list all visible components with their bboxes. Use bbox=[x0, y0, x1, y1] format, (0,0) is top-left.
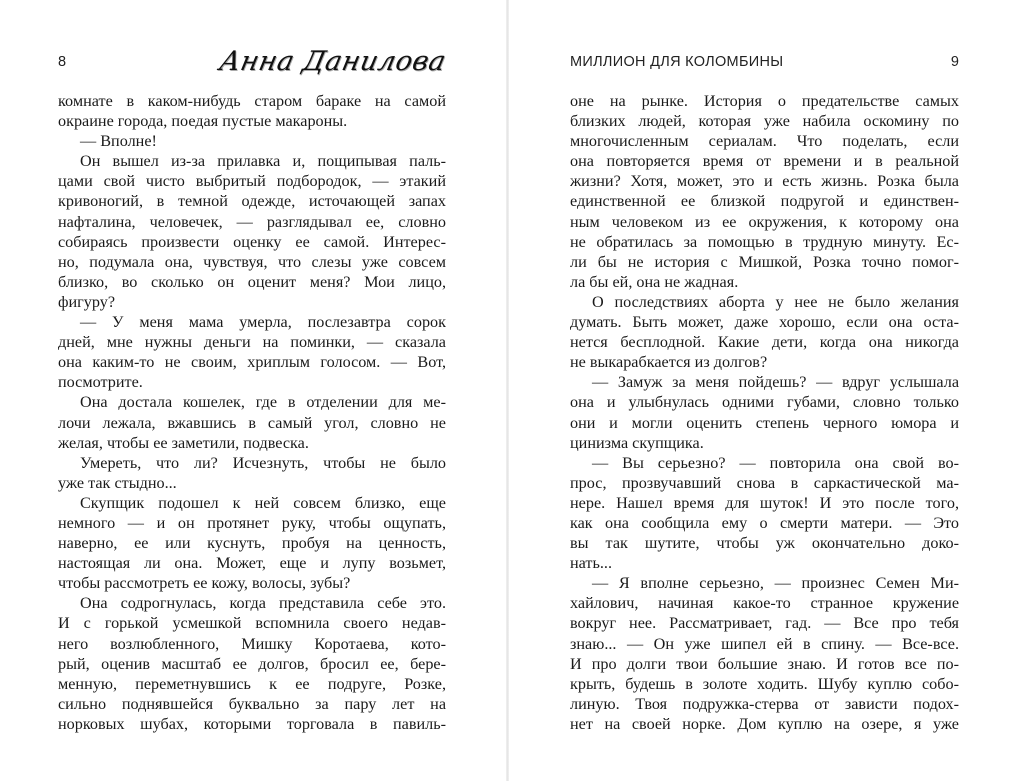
text-line: близких людей, которая уже набила оскомину по bbox=[570, 112, 959, 131]
text-line: менную, переметнувшись к ее подруге, Розке, bbox=[58, 674, 446, 693]
text-line: ли бы не история с Мишкой, Розка точно помог- bbox=[570, 252, 959, 271]
text-line: кривоногий, в темной одежде, источающей запах bbox=[58, 192, 446, 211]
text-line: собираясь произвести оценку ее самой. Интерес- bbox=[58, 232, 446, 251]
text-line: лочи лежала, вжавшись в самый угол, словно не bbox=[58, 413, 446, 432]
text-line: не обратилась за помощью в трудную минуту. Ес- bbox=[570, 232, 959, 251]
right-page-number: 9 bbox=[950, 54, 959, 70]
text-line: ла бы ей, она не жадная. bbox=[570, 272, 739, 291]
text-line: прос, прозвучавший снова в саркастической ма- bbox=[570, 473, 959, 492]
left-page-header bbox=[58, 46, 450, 77]
text-line: него возлюбленного, Мишку Коротаева, кото- bbox=[58, 634, 446, 653]
text-line: фигуру? bbox=[58, 292, 116, 311]
text-line: О последствиях аборта у нее не было желания bbox=[592, 292, 959, 311]
text-line: хайлович, начиная какое-то странное кружение bbox=[570, 594, 959, 613]
text-line: нет на своей норке. Дом куплю на озере, я уже bbox=[570, 714, 959, 733]
text-line: не выкарабкается из долгов? bbox=[570, 353, 768, 372]
text-line: Она содрогнулась, когда представила себе это. bbox=[80, 594, 446, 613]
text-line: нется бесплодной. Какие дети, когда она никогда bbox=[570, 333, 959, 352]
text-line: — Замуж за меня пойдешь? — вдруг услышала bbox=[592, 373, 959, 392]
right-page-body-text bbox=[570, 91, 959, 734]
right-page bbox=[508, 0, 1015, 781]
text-line: уже так стыдно... bbox=[58, 473, 177, 492]
left-page bbox=[0, 0, 507, 781]
text-line: наверно, ее или куснуть, пробуя на ценность, bbox=[58, 534, 446, 553]
text-line: нере. Нашел время для шуток! И это после того, bbox=[570, 493, 959, 512]
text-line: настоящая ли она. Может, еще и лупу возьмет, bbox=[58, 554, 446, 573]
text-line: вы так шутите, чтобы уж окончательно доко- bbox=[570, 534, 959, 553]
text-line: — Вы серьезно? — повторила она свой во- bbox=[592, 453, 959, 472]
text-line: оне на рынке. История о предательстве самых bbox=[570, 92, 959, 110]
text-line: крыть, будешь в золоте ходить. Шубу куплю собо- bbox=[570, 674, 959, 693]
text-line: близко, во сколько он оценит меня? Мои лицо, bbox=[58, 272, 446, 291]
text-line: немного — и он протянет руку, чтобы ощупать, bbox=[58, 513, 446, 532]
text-line: Он вышел из-за прилавка и, пощипывая паль- bbox=[80, 152, 446, 171]
text-line: нать... bbox=[570, 554, 613, 573]
text-line: но, подумала она, чувствуя, что слезы уже совсем bbox=[58, 252, 446, 271]
left-page-number: 8 bbox=[58, 54, 67, 70]
text-line: Умереть, что ли? Исчезнуть, чтобы не было bbox=[80, 453, 446, 472]
text-line: она каким-то не своим, хриплым голосом. — Вот, bbox=[58, 353, 446, 372]
text-line: норковых шубах, которыми торговала в павиль- bbox=[58, 714, 446, 733]
text-line: цинизма скупщика. bbox=[570, 433, 704, 452]
text-line: единственной ее близкой подругой и единствен- bbox=[570, 192, 959, 211]
running-title: МИЛЛИОН ДЛЯ КОЛОМБИНЫ bbox=[570, 54, 784, 70]
text-line: И с горькой усмешкой вспомнила своего недав- bbox=[58, 614, 446, 633]
text-line: жизни? Хотя, может, это и есть жизнь. Розка была bbox=[570, 172, 959, 191]
text-line: она повторяется время от времени и в реальной bbox=[570, 152, 959, 171]
text-line: окраине города, поедая пустые макароны. bbox=[58, 112, 348, 131]
text-line: ным человеком из ее окружения, к которому она bbox=[570, 212, 959, 231]
text-line: — Вполне! bbox=[80, 132, 157, 151]
text-line: линую. Твоя подружка-стерва от зависти подох- bbox=[570, 694, 959, 713]
text-line: комнате в каком-нибудь старом бараке на самой bbox=[58, 92, 446, 110]
text-line: сильно поднявшейся буквально за пару лет на bbox=[58, 694, 446, 713]
text-line: цами свой чисто выбритый подбородок, — этакий bbox=[58, 172, 446, 191]
text-line: — У меня мама умерла, послезавтра сорок bbox=[80, 313, 446, 332]
text-line: как она сообщила ему о смерти матери. — Это bbox=[570, 513, 959, 532]
author-signature-logo: Анна Данилова bbox=[217, 46, 450, 77]
text-line: посмотрите. bbox=[58, 373, 143, 392]
text-line: Скупщик подошел к ней совсем близко, еще bbox=[80, 493, 446, 512]
left-page-body-text bbox=[58, 91, 446, 734]
text-line: чтобы рассмотреть ее кожу, волосы, зубы? bbox=[58, 574, 351, 593]
text-line: рый, оценив масштаб ее долгов, бросил ее, бере- bbox=[58, 654, 446, 673]
text-line: Она достала кошелек, где в отделении для ме- bbox=[80, 393, 446, 412]
text-line: многочисленным сериалам. Что поделать, если bbox=[570, 132, 959, 151]
text-line: — Я вполне серьезно, — произнес Семен Ми- bbox=[592, 574, 959, 593]
text-line: они и могли оценить степень черного юмора и bbox=[570, 413, 959, 432]
text-line: И про долги твои большие знаю. И готов все по- bbox=[570, 654, 959, 673]
text-line: она и улыбнулась одними губами, словно только bbox=[570, 393, 959, 412]
right-page-header bbox=[570, 50, 959, 74]
text-line: вокруг нее. Рассматривает, гад. — Все про тебя bbox=[570, 614, 959, 633]
text-line: знаю... — Он уже шипел ей в спину. — Все-все. bbox=[570, 634, 959, 653]
text-line: нафталина, человечек, — разглядывал ее, словно bbox=[58, 212, 446, 231]
text-line: думать. Быть может, даже хорошо, если она оста- bbox=[570, 313, 959, 332]
text-line: дней, мне нужны деньги на поминки, — сказала bbox=[58, 333, 446, 352]
text-line: желая, чтобы ее заметили, подвеска. bbox=[58, 433, 309, 452]
